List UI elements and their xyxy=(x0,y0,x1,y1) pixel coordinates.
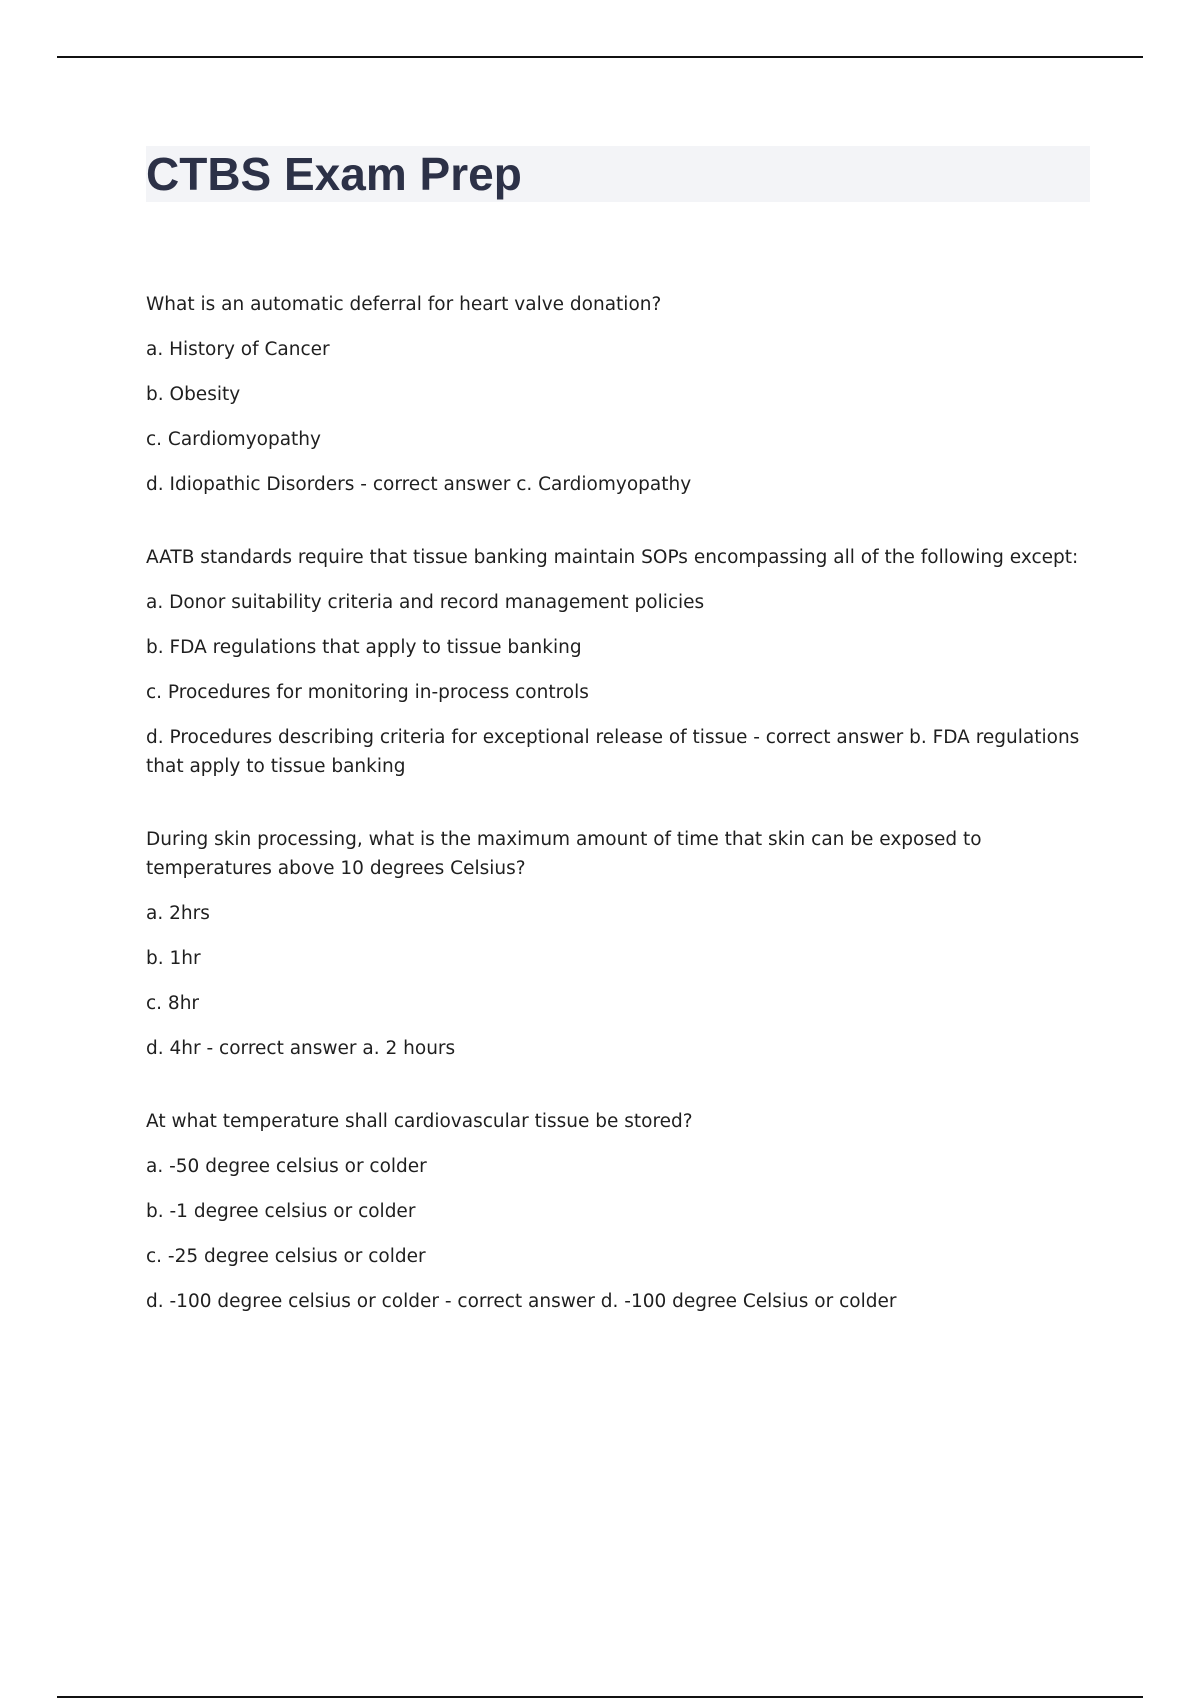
answer-option: a. Donor suitability criteria and record management policies xyxy=(146,592,705,613)
top-divider xyxy=(57,56,1143,58)
answer-option-with-key: d. Procedures describing criteria for exceptional release of tissue - correct answer b. FDA regulations that apply to tissue banking xyxy=(146,727,1080,777)
question-block xyxy=(146,290,1090,499)
answer-option: c. -25 degree celsius or colder xyxy=(146,1246,426,1267)
answer-option: c. Cardiomyopathy xyxy=(146,429,321,450)
answer-option: a. 2hrs xyxy=(146,903,210,924)
question-block xyxy=(146,543,1090,781)
answer-option-with-key: d. 4hr - correct answer a. 2 hours xyxy=(146,1038,456,1059)
answer-option-with-key: d. -100 degree celsius or colder - correct answer d. -100 degree Celsius or colder xyxy=(146,1291,897,1312)
answer-option: b. -1 degree celsius or colder xyxy=(146,1201,416,1222)
question-prompt: At what temperature shall cardiovascular tissue be stored? xyxy=(146,1111,693,1132)
document-title: CTBS Exam Prep xyxy=(146,148,522,200)
question-prompt: AATB standards require that tissue banking maintain SOPs encompassing all of the following except: xyxy=(146,547,1079,568)
answer-option: b. Obesity xyxy=(146,384,241,405)
answer-option: c. 8hr xyxy=(146,993,200,1014)
answer-option: c. Procedures for monitoring in-process controls xyxy=(146,682,589,703)
question-block xyxy=(146,825,1090,1063)
question-prompt: What is an automatic deferral for heart valve donation? xyxy=(146,294,662,315)
answer-option-with-key: d. Idiopathic Disorders - correct answer c. Cardiomyopathy xyxy=(146,474,692,495)
answer-option: a. -50 degree celsius or colder xyxy=(146,1156,427,1177)
answer-option: b. 1hr xyxy=(146,948,201,969)
question-block xyxy=(146,1107,1090,1316)
bottom-divider xyxy=(57,1696,1143,1698)
answer-option: b. FDA regulations that apply to tissue banking xyxy=(146,637,582,658)
question-list xyxy=(146,290,1090,1360)
question-prompt: During skin processing, what is the maximum amount of time that skin can be exposed to temperatures above 10 degrees Celsius? xyxy=(146,829,982,879)
answer-option: a. History of Cancer xyxy=(146,339,330,360)
